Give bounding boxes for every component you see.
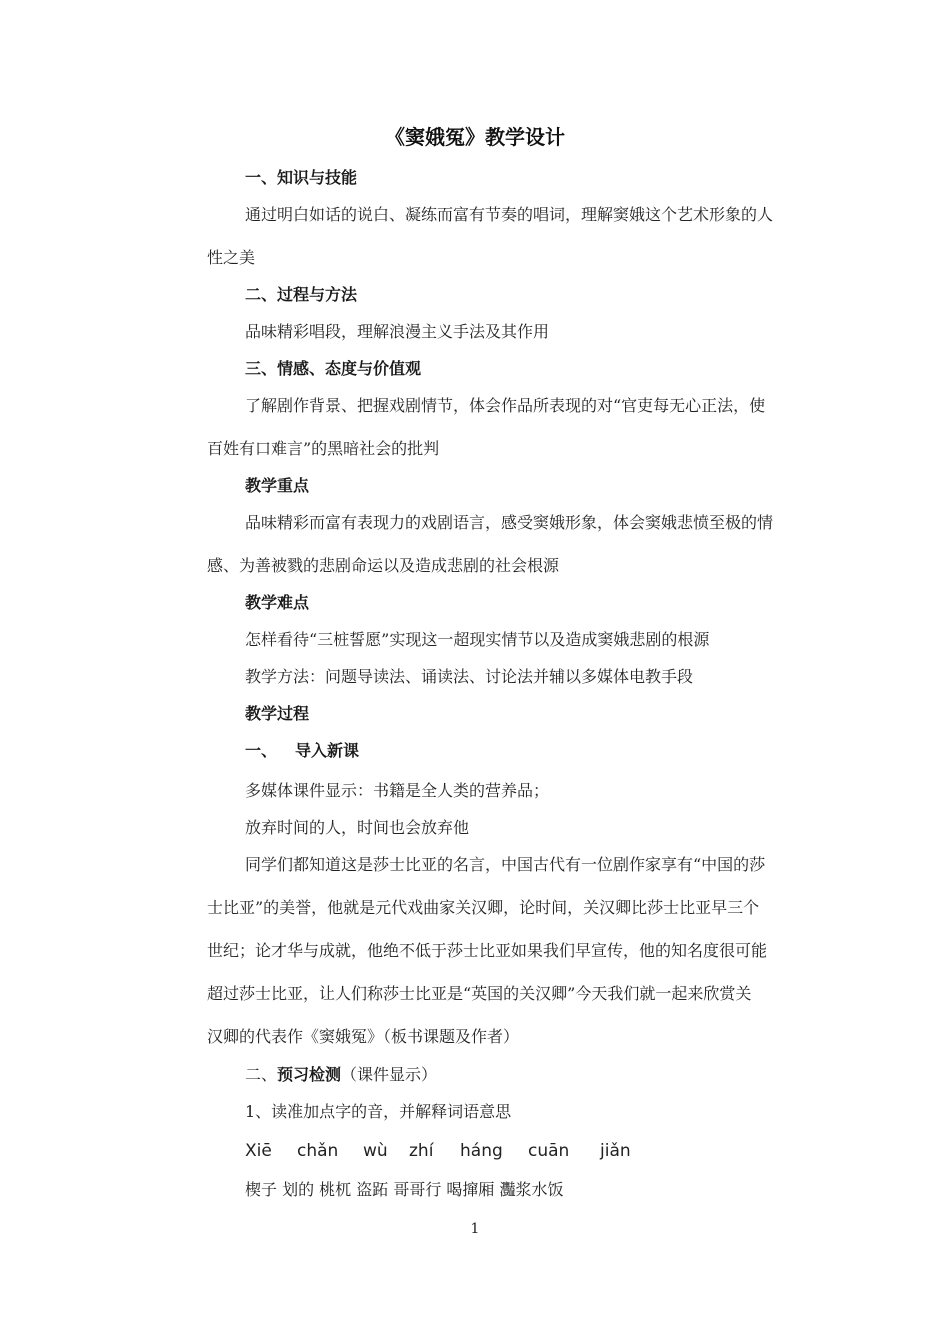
section-heading-focus: 教学重点 xyxy=(245,476,310,495)
step-number: 一、 xyxy=(245,741,278,760)
body-line: 超过莎士比亚，让人们称莎士比亚是“英国的关汉卿”今天我们就一起来欣赏关 xyxy=(207,984,752,1003)
section-heading-difficulty: 教学难点 xyxy=(245,593,310,612)
body-line: 感、为善被戮的悲剧命运以及造成悲剧的社会根源 xyxy=(207,556,560,575)
body-line: 放弃时间的人，时间也会放弃他 xyxy=(245,818,470,837)
body-line: 怎样看待“三桩誓愿”实现这一超现实情节以及造成窦娥悲剧的根源 xyxy=(245,630,710,649)
step-note: （课件显示） xyxy=(341,1065,438,1084)
step-prefix: 二、 xyxy=(245,1065,278,1084)
pinyin-2: chǎn xyxy=(297,1141,339,1161)
step-label: 预习检测 xyxy=(277,1065,342,1084)
body-line: 品味精彩唱段，理解浪漫主义手法及其作用 xyxy=(245,322,550,341)
body-line: 品味精彩而富有表现力的戏剧语言，感受窦娥形象，体会窦娥悲愤至极的情 xyxy=(245,513,774,532)
step-label: 导入新课 xyxy=(295,741,360,760)
pinyin-3: wù xyxy=(363,1141,388,1161)
section-heading-teaching-process: 教学过程 xyxy=(245,704,310,723)
body-line: 性之美 xyxy=(207,248,256,267)
pinyin-7: jiǎn xyxy=(600,1141,631,1161)
step-heading-preview xyxy=(245,1065,437,1085)
body-line: 了解剧作背景、把握戏剧情节，体会作品所表现的对“官吏每无心正法，使 xyxy=(245,396,766,415)
body-line: 汉卿的代表作《窦娥冤》（板书课题及作者） xyxy=(207,1027,520,1046)
pinyin-4: zhí xyxy=(409,1141,434,1161)
page-number: 1 xyxy=(470,1221,480,1237)
step-heading-intro xyxy=(245,741,359,761)
section-heading-knowledge: 一、知识与技能 xyxy=(245,168,358,187)
page-title: 《窦娥冤》教学设计 xyxy=(385,125,565,149)
body-line: 通过明白如话的说白、凝练而富有节奏的唱词，理解窦娥这个艺术形象的人 xyxy=(245,205,774,224)
body-line: 同学们都知道这是莎士比亚的名言，中国古代有一位剧作家享有“中国的莎 xyxy=(245,855,766,874)
section-heading-process-method: 二、过程与方法 xyxy=(245,285,358,304)
question-1: 1、读准加点字的音，并解释词语意思 xyxy=(245,1102,512,1121)
teaching-methods: 教学方法：问题导读法、诵读法、讨论法并辅以多媒体电教手段 xyxy=(245,667,694,686)
section-heading-emotion: 三、情感、态度与价值观 xyxy=(245,359,422,378)
body-line: 世纪；论才华与成就，他绝不低于莎士比亚如果我们早宣传，他的知名度很可能 xyxy=(207,941,768,960)
body-line: 士比亚”的美誉，他就是元代戏曲家关汉卿，论时间，关汉卿比莎士比亚早三个 xyxy=(207,898,760,917)
pinyin-6: cuān xyxy=(528,1141,570,1161)
vocabulary-words: 楔子 划的 桃杌 盗跖 哥哥行 喝撺厢 灩浆水饭 xyxy=(245,1180,564,1199)
body-line: 多媒体课件显示：书籍是全人类的营养品； xyxy=(245,781,550,800)
body-line: 百姓有口难言”的黑暗社会的批判 xyxy=(207,439,440,458)
pinyin-5: háng xyxy=(460,1141,503,1161)
pinyin-1: Xiē xyxy=(245,1141,272,1161)
